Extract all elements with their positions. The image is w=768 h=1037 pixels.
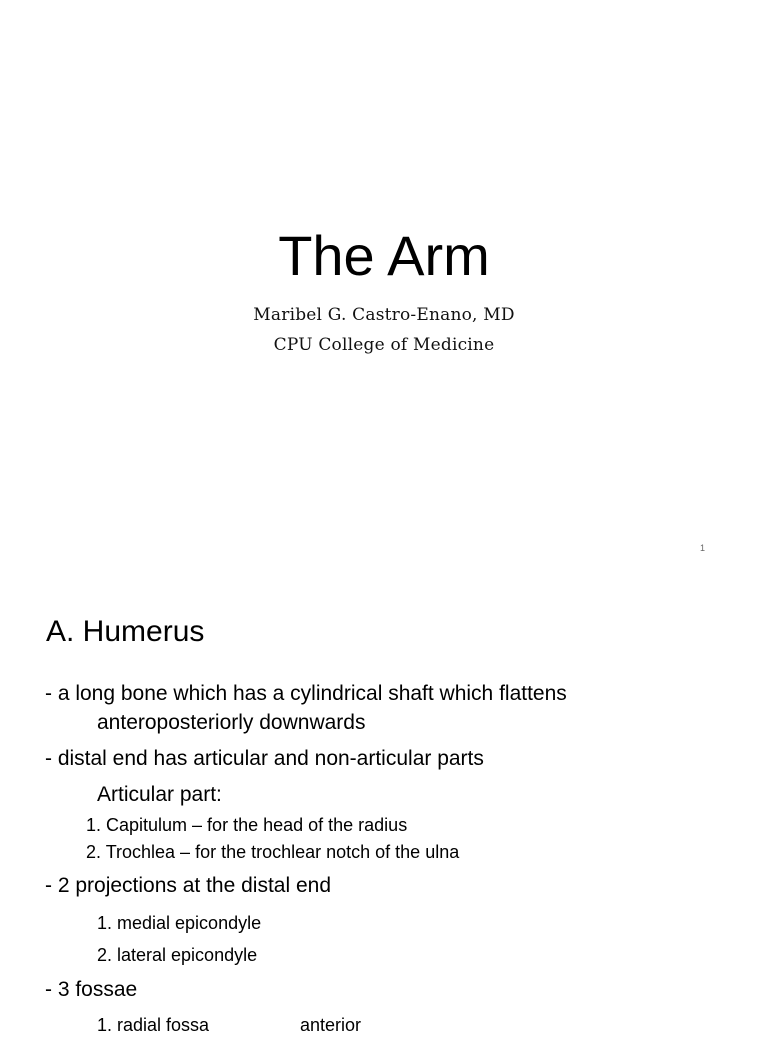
articular-item-capitulum: 1. Capitulum – for the head of the radius [86,815,408,835]
fossa-item-radial: 1. radial fossa [97,1015,210,1035]
bullet-distal-end: - distal end has articular and non-articular parts [45,747,484,770]
content-slide [0,576,768,1035]
slide-title: The Arm [278,224,490,287]
slide-heading: A. Humerus [46,615,205,648]
articular-item-trochlea: 2. Trochlea – for the trochlear notch of the ulna [86,842,460,862]
author-affiliation: CPU College of Medicine [273,335,495,355]
bullet-fossae: - 3 fossae [45,978,138,1001]
bullet-projections: - 2 projections at the distal end [45,874,332,897]
slide-number: 1 [700,543,706,553]
bullet-shaft-line1: - a long bone which has a cylindrical shaft which flattens [45,682,567,705]
projection-item-medial: 1. medial epicondyle [97,913,262,933]
bullet-shaft-line2: anteroposteriorly downwards [97,711,366,734]
fossa-item-radial-note: anterior [300,1015,362,1035]
projection-item-lateral: 2. lateral epicondyle [97,945,258,965]
author-name: Maribel G. Castro-Enano, MD [253,305,515,325]
articular-part-label: Articular part: [97,783,222,806]
